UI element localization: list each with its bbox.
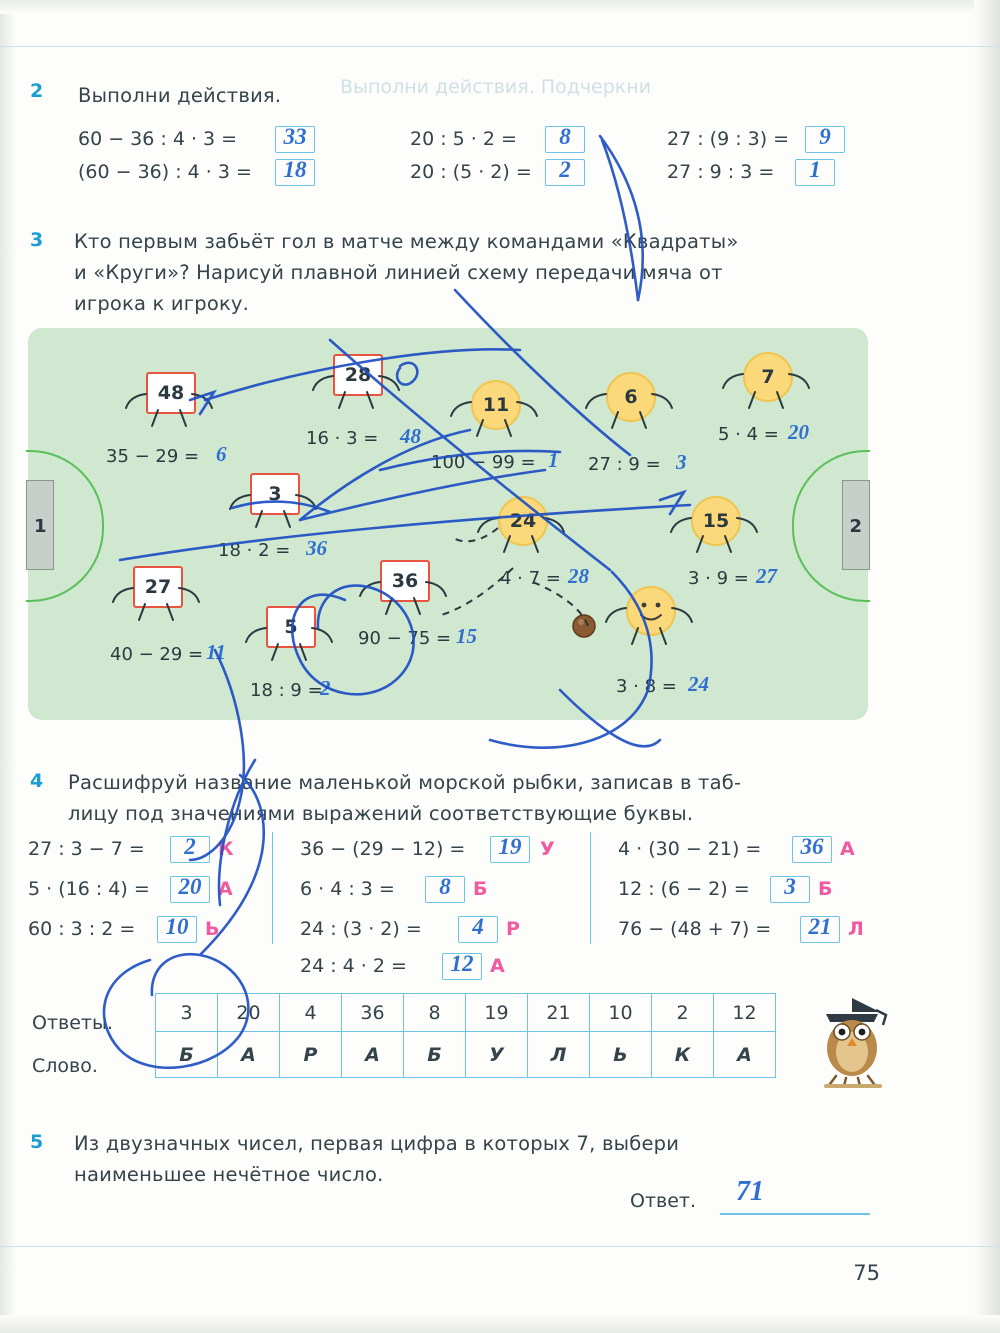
- task-2-answer-4: 2: [559, 157, 571, 182]
- task-4-c2-box-4[interactable]: [442, 953, 482, 980]
- task-4-c2-answer-1: 19: [498, 834, 522, 859]
- task-4-c1-answer-2: 20: [178, 874, 202, 899]
- answer-cell: 21: [528, 994, 590, 1032]
- task-4-c2-letter-2: Б: [473, 878, 488, 900]
- task-5-line-2: наименьшее нечётное число.: [74, 1163, 384, 1186]
- task-5-answer-label: Ответ.: [630, 1190, 697, 1212]
- task-2-expression-6: 27 : 9 : 3 =: [667, 161, 775, 183]
- task-2-answer-5: 9: [819, 124, 831, 149]
- player-7-expression: 5 · 4 =: [718, 424, 779, 445]
- player-15-answer: 27: [756, 564, 777, 588]
- owl-icon: [806, 990, 898, 1090]
- task-4-c2-box-2[interactable]: [425, 876, 465, 903]
- goal-right-label: 2: [849, 516, 862, 537]
- task-4-c3-box-3[interactable]: [800, 916, 840, 943]
- player-square-48[interactable]: 48: [146, 372, 196, 414]
- task-4-c2-expression-2: 6 · 4 : 3 =: [300, 878, 395, 900]
- task-4-c1-box-2[interactable]: [170, 876, 210, 903]
- task-4-c2-box-3[interactable]: [458, 916, 498, 943]
- task-2-answer-box-5[interactable]: [805, 126, 845, 153]
- task-5-answer: 71: [736, 1176, 764, 1207]
- task-4-c2-answer-3: 4: [472, 914, 484, 939]
- task-3-line-2: и «Круги»? Нарисуй плавной линией схему передачи мяча от: [74, 261, 723, 284]
- task-4-c3-letter-1: А: [840, 838, 855, 860]
- player-5-answer: 2: [320, 676, 331, 700]
- task-4-c1-answer-3: 10: [165, 914, 189, 939]
- player-15-expression: 3 · 9 =: [688, 568, 749, 589]
- word-cell[interactable]: У: [466, 1032, 528, 1078]
- player-24-answer: 28: [568, 564, 589, 588]
- word-cell[interactable]: А: [714, 1032, 776, 1078]
- task-2-answer-1: 33: [283, 124, 307, 149]
- task-number-4: 4: [30, 770, 44, 792]
- player-6-answer: 3: [676, 450, 687, 474]
- player-circle-6[interactable]: 6: [606, 372, 656, 422]
- task-4-c2-letter-1: У: [540, 838, 555, 860]
- player-square-3[interactable]: 3: [250, 473, 300, 515]
- answer-cell: 36: [342, 994, 404, 1032]
- task-5-line-1: Из двузначных чисел, первая цифра в которых 7, выбери: [74, 1132, 680, 1155]
- word-cell[interactable]: А: [342, 1032, 404, 1078]
- page-edge-top: [0, 0, 1000, 14]
- page-edge-left: [0, 0, 16, 1333]
- task-4-c3-answer-3: 21: [808, 914, 832, 939]
- task-2-answer-box-6[interactable]: [795, 159, 835, 186]
- page-edge-right: [974, 0, 1000, 1333]
- task-2-expression-4: 20 : (5 · 2) =: [410, 161, 532, 183]
- task-4-c3-answer-2: 3: [784, 874, 796, 899]
- word-cell[interactable]: Ь: [590, 1032, 652, 1078]
- task-4-c2-letter-3: Р: [506, 918, 520, 940]
- player-7-answer: 20: [788, 420, 809, 444]
- task-4-c1-letter-2: А: [218, 878, 233, 900]
- player-36-expression: 90 − 75 =: [358, 628, 452, 649]
- player-square-5[interactable]: 5: [266, 606, 316, 648]
- word-cell[interactable]: Б: [404, 1032, 466, 1078]
- task-2-answer-box-4[interactable]: [545, 159, 585, 186]
- answer-cell: 12: [714, 994, 776, 1032]
- player-circle-7[interactable]: 7: [743, 352, 793, 402]
- column-divider-2: [590, 832, 591, 944]
- answer-cell: 19: [466, 994, 528, 1032]
- answer-cell: 3: [156, 994, 218, 1032]
- player-circle-24[interactable]: 24: [498, 496, 548, 546]
- task-4-c2-box-1[interactable]: [490, 836, 530, 863]
- decode-table: [155, 993, 776, 1078]
- word-cell[interactable]: Б: [156, 1032, 218, 1078]
- task-2-title: Выполни действия.: [78, 84, 282, 107]
- task-3-line-1: Кто первым забьёт гол в матче между командами «Квадраты»: [74, 230, 739, 253]
- column-divider-1: [272, 832, 273, 944]
- word-cell[interactable]: А: [218, 1032, 280, 1078]
- task-4-c2-answer-4: 12: [450, 951, 474, 976]
- task-4-c3-box-1[interactable]: [792, 836, 832, 863]
- word-cell[interactable]: Л: [528, 1032, 590, 1078]
- task-3-line-3: игрока к игроку.: [74, 292, 250, 315]
- table-row-label-answers: Ответы.: [32, 1012, 114, 1034]
- player-square-28[interactable]: 28: [333, 354, 383, 396]
- task-4-c1-letter-1: К: [218, 838, 234, 860]
- player-3-expression: 18 · 2 =: [218, 540, 291, 561]
- player-circle-11[interactable]: 11: [471, 380, 521, 430]
- player-27-expression: 40 − 29 =: [110, 644, 204, 665]
- task-4-c2-answer-2: 8: [439, 874, 451, 899]
- bleed-through-text: Выполни действия. Подчеркни: [340, 76, 652, 98]
- player-48-expression: 35 − 29 =: [106, 446, 200, 467]
- task-2-answer-3: 8: [559, 124, 571, 149]
- task-2-answer-box-2[interactable]: [275, 159, 315, 186]
- task-4-c3-letter-2: Б: [818, 878, 833, 900]
- word-cell[interactable]: К: [652, 1032, 714, 1078]
- player-27-answer: 11: [206, 640, 226, 664]
- answer-cell: 2: [652, 994, 714, 1032]
- player-36-answer: 15: [456, 624, 477, 648]
- word-cell[interactable]: Р: [280, 1032, 342, 1078]
- table-row-word: [156, 1032, 776, 1078]
- answer-cell: 8: [404, 994, 466, 1032]
- task-4-c1-expression-1: 27 : 3 − 7 =: [28, 838, 145, 860]
- task-4-c3-letter-3: Л: [848, 918, 864, 940]
- task-4-line-1: Расшифруй название маленькой морской рыбки, записав в таб-: [68, 771, 742, 794]
- task-5-answer-line[interactable]: [720, 1213, 870, 1215]
- player-11-expression: 100 − 99 =: [431, 452, 536, 473]
- player-24-expression: 4 · 7 =: [500, 568, 561, 589]
- task-4-c3-answer-1: 36: [800, 834, 824, 859]
- task-4-c2-expression-4: 24 : 4 · 2 =: [300, 955, 407, 977]
- task-4-c2-expression-3: 24 : (3 · 2) =: [300, 918, 422, 940]
- task-2-expression-3: 20 : 5 · 2 =: [410, 128, 517, 150]
- task-4-c1-expression-2: 5 · (16 : 4) =: [28, 878, 150, 900]
- page-edge-bottom: [0, 1315, 1000, 1333]
- player-3-answer: 36: [306, 536, 327, 560]
- task-4-c2-expression-1: 36 − (29 − 12) =: [300, 838, 466, 860]
- task-4-c1-expression-3: 60 : 3 : 2 =: [28, 918, 136, 940]
- player-square-27[interactable]: 27: [133, 566, 183, 608]
- task-number-3: 3: [30, 229, 44, 251]
- table-row-answers: [156, 994, 776, 1032]
- task-2-answer-box-3[interactable]: [545, 126, 585, 153]
- task-4-c1-answer-1: 2: [184, 834, 196, 859]
- player-smiley-expression: 3 · 8 =: [616, 676, 677, 697]
- task-2-expression-1: 60 − 36 : 4 · 3 =: [78, 128, 238, 150]
- task-4-c3-expression-1: 4 · (30 − 21) =: [618, 838, 762, 860]
- player-28-expression: 16 · 3 =: [306, 428, 379, 449]
- task-number-2: 2: [30, 80, 44, 102]
- task-4-c3-box-2[interactable]: [770, 876, 810, 903]
- answer-cell: 4: [280, 994, 342, 1032]
- answer-cell: 10: [590, 994, 652, 1032]
- task-2-answer-2: 18: [283, 157, 307, 182]
- goal-left-label: 1: [34, 516, 47, 537]
- football-field: [28, 328, 868, 720]
- task-4-c2-letter-4: А: [490, 955, 505, 977]
- table-row-label-word: Слово.: [32, 1055, 98, 1077]
- page-rule-bottom: [0, 1246, 1000, 1247]
- task-2-answer-6: 1: [809, 157, 821, 182]
- player-6-expression: 27 : 9 =: [588, 454, 661, 475]
- task-4-c1-box-3[interactable]: [157, 916, 197, 943]
- task-4-c3-expression-3: 76 − (48 + 7) =: [618, 918, 772, 940]
- task-2-expression-5: 27 : (9 : 3) =: [667, 128, 790, 150]
- page-rule-top: [0, 46, 1000, 47]
- answer-cell: 20: [218, 994, 280, 1032]
- task-number-5: 5: [30, 1131, 44, 1153]
- task-4-c1-box-1[interactable]: [170, 836, 210, 863]
- task-4-c3-expression-2: 12 : (6 − 2) =: [618, 878, 750, 900]
- player-5-expression: 18 : 9 =: [250, 680, 323, 701]
- player-circle-15[interactable]: 15: [691, 496, 741, 546]
- player-smiley-answer: 24: [688, 672, 709, 696]
- player-square-36[interactable]: 36: [380, 560, 430, 602]
- player-48-answer: 6: [216, 442, 227, 466]
- player-11-answer: 1: [548, 448, 559, 472]
- task-4-c1-letter-3: Ь: [205, 918, 220, 940]
- task-4-line-2: лицу под значениями выражений соответствующие буквы.: [68, 802, 694, 825]
- page-number: 75: [853, 1261, 880, 1285]
- player-limbs-decoration: [28, 328, 868, 720]
- task-2-answer-box-1[interactable]: [275, 126, 315, 153]
- task-2-expression-2: (60 − 36) : 4 · 3 =: [78, 161, 252, 183]
- player-28-answer: 48: [400, 424, 421, 448]
